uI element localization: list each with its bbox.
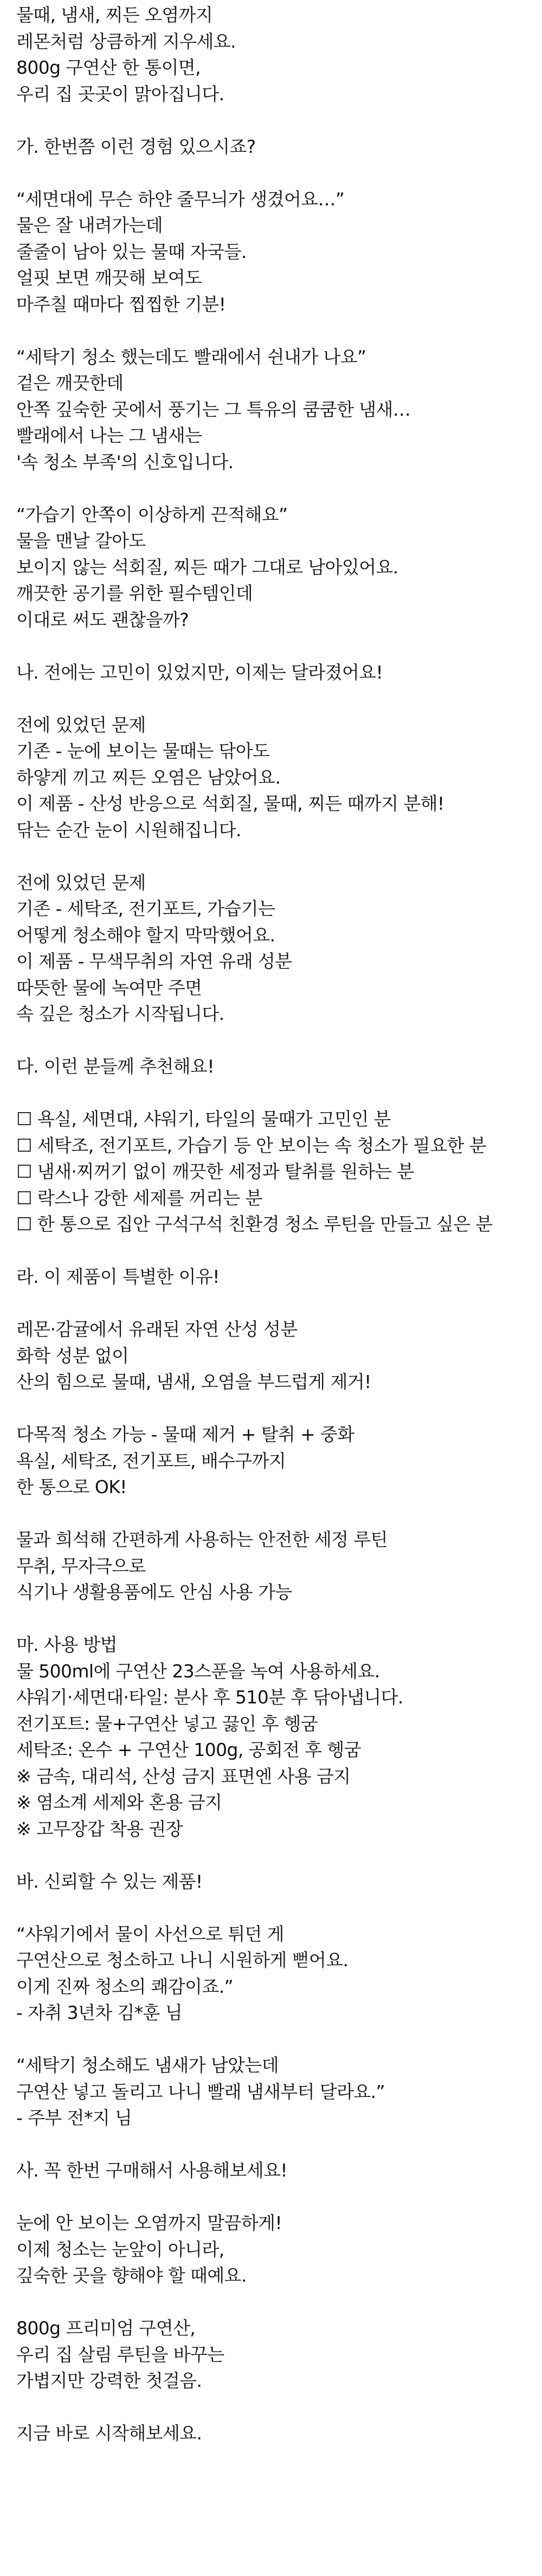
text-line: 샤워기·세면대·타일: 분사 후 510분 후 닦아냅니다. (16, 1687, 403, 1708)
text-line: 화학 성분 없이 (16, 1345, 129, 1366)
text-line: “가습기 안쪽이 이상하게 끈적해요” (16, 503, 288, 525)
blank-line (16, 2394, 526, 2421)
text-line: 깨끗한 공기를 위한 필수템인데 (16, 583, 253, 604)
blank-line (16, 686, 526, 712)
text-line: ☐ 한 통으로 집안 구석구석 친환경 청소 루틴을 만들고 싶은 분 (16, 1213, 493, 1235)
text-line: 구연산으로 청소하고 나니 시원하게 뻗어요. (16, 1949, 349, 1971)
text-line: 빨래에서 나는 그 냄새는 (16, 425, 202, 446)
text-line: 산의 힘으로 물때, 냄새, 오염을 부드럽게 제거! (16, 1371, 371, 1392)
text-line: 마주칠 때마다 찝찝한 기분! (16, 293, 226, 315)
text-line: 어떻게 청소해야 할지 막막했어요. (16, 924, 275, 946)
text-line: 기존 - 눈에 보이는 물때는 닦아도 (16, 740, 270, 761)
text-line: 가. 한번쯤 이런 경험 있으시죠? (16, 135, 256, 157)
text-line: 물과 희석해 간편하게 사용하는 안전한 세정 루틴 (16, 1529, 388, 1550)
text-line: 식기나 생활용품에도 안심 사용 가능 (16, 1581, 292, 1603)
blank-line (16, 160, 526, 186)
blank-line (16, 2026, 526, 2053)
text-line: 레몬·감귤에서 유래된 자연 산성 성분 (16, 1319, 298, 1340)
text-line: ※ 염소계 세제와 혼용 금지 (16, 1792, 222, 1813)
text-line: ☐ 세탁조, 전기포트, 가습기 등 안 보이는 속 청소가 필요한 분 (16, 1134, 487, 1156)
blank-line (16, 475, 526, 502)
blank-line (16, 633, 526, 660)
text-line: 속 깊은 청소가 시작됩니다. (16, 1003, 224, 1024)
text-line: 이 제품 - 무색무취의 자연 유래 성분 (16, 951, 292, 972)
text-line: “샤워기에서 물이 사선으로 튀던 게 (16, 1923, 284, 1945)
text-line: 우리 집 살림 루틴을 바꾸는 (16, 2343, 224, 2365)
text-line: 닦는 순간 눈이 시원해집니다. (16, 819, 241, 841)
text-line: 물은 잘 내려가는데 (16, 215, 163, 236)
text-line: 무취, 무자극으로 (16, 1555, 146, 1577)
text-line: 가볍지만 강력한 첫걸음. (16, 2370, 202, 2391)
text-line: 따뜻한 물에 녹여만 주면 (16, 977, 202, 998)
blank-line (16, 1238, 526, 1264)
text-line: 이 제품 - 산성 반응으로 석회질, 물때, 찌든 때까지 분해! (16, 793, 444, 814)
text-line: 물 500ml에 구연산 23스푼을 녹여 사용하세요. (16, 1660, 380, 1682)
text-line: 세탁조: 온수 + 구연산 100g, 공회전 후 헹굼 (16, 1739, 362, 1760)
blank-line (16, 1895, 526, 1921)
text-line: 깊숙한 곳을 향해야 할 때예요. (16, 2265, 247, 2286)
text-line: 지금 바로 시작해보세요. (16, 2423, 202, 2444)
text-line: 눈에 안 보이는 오염까지 말끔하게! (16, 2212, 282, 2233)
text-line: “세면대에 무슨 하얀 줄무늬가 생겼어요…” (16, 188, 345, 210)
text-line: 기존 - 세탁조, 전기포트, 가습기는 (16, 898, 275, 919)
text-line: - 주부 전*지 님 (16, 2107, 132, 2128)
text-line: 나. 전에는 고민이 있었지만, 이제는 달라졌어요! (16, 661, 383, 683)
text-line: 안쪽 깊숙한 곳에서 풍기는 그 특유의 쿰쿰한 냄새… (16, 398, 411, 420)
text-line: 얼핏 보면 깨끗해 보여도 (16, 267, 202, 288)
blank-line (16, 318, 526, 344)
text-line: ☐ 냄새·찌꺼기 없이 깨끗한 세정과 탈취를 원하는 분 (16, 1161, 414, 1182)
text-line: 이게 진짜 청소의 쾌감이죠.” (16, 1975, 234, 1997)
text-line: 다. 이런 분들께 추천해요! (16, 1056, 214, 1077)
blank-line (16, 2184, 526, 2211)
blank-line (16, 1028, 526, 1054)
blank-line (16, 843, 526, 870)
blank-line (16, 1606, 526, 1632)
text-line: ※ 고무장갑 착용 권장 (16, 1818, 183, 1839)
text-line: 전기포트: 물+구연산 넣고 끓인 후 헹굼 (16, 1713, 318, 1734)
text-line: 이제 청소는 눈앞이 아니라, (16, 2238, 224, 2260)
text-line: 800g 프리미엄 구연산, (16, 2317, 196, 2339)
text-line: 레몬처럼 상큼하게 지우세요. (16, 30, 236, 52)
text-line: 물때, 냄새, 찌든 오염까지 (16, 4, 213, 25)
blank-line (16, 1501, 526, 1527)
text-line: 마. 사용 방법 (16, 1634, 118, 1655)
text-line: '속 청소 부족'의 신호입니다. (16, 451, 234, 473)
text-line: 전에 있었던 문제 (16, 714, 146, 735)
text-line: 한 통으로 OK! (16, 1476, 127, 1497)
text-line: 겉은 깨끗한데 (16, 372, 124, 393)
blank-line (16, 2289, 526, 2316)
text-line: “세탁기 청소 했는데도 빨래에서 쉰내가 나요” (16, 346, 366, 367)
text-line: ※ 금속, 대리석, 산성 금지 표면엔 사용 금지 (16, 1765, 351, 1787)
blank-line (16, 1290, 526, 1317)
text-line: 우리 집 곳곳이 맑아집니다. (16, 83, 224, 105)
blank-line (16, 1080, 526, 1107)
text-line: ☐ 욕실, 세면대, 샤워기, 타일의 물때가 고민인 분 (16, 1108, 391, 1129)
text-line: 라. 이 제품이 특별한 이유! (16, 1266, 220, 1287)
text-line: 욕실, 세탁조, 전기포트, 배수구까지 (16, 1450, 286, 1471)
text-line: 이대로 써도 괜찮을까? (16, 609, 189, 630)
blank-line (16, 1842, 526, 1869)
text-line: 구연산 넣고 돌리고 나니 빨래 냄새부터 달라요.” (16, 2081, 385, 2102)
text-line: 보이지 않는 석회질, 찌든 때가 그대로 남아있어요. (16, 556, 398, 578)
text-line: 하얗게 끼고 찌든 오염은 남았어요. (16, 766, 281, 788)
text-line: “세탁기 청소해도 냄새가 남았는데 (16, 2055, 279, 2076)
text-line: 물을 맨날 갈아도 (16, 530, 146, 551)
text-line: 줄줄이 남아 있는 물때 자국들. (16, 241, 247, 262)
blank-line (16, 2132, 526, 2158)
text-line: 다목적 청소 가능 - 물때 제거 + 탈취 + 중화 (16, 1424, 354, 1445)
text-line: ☐ 락스나 강한 세제를 꺼리는 분 (16, 1187, 262, 1209)
blank-line (16, 107, 526, 134)
text-line: 사. 꼭 한번 구매해서 사용해보세요! (16, 2160, 287, 2181)
blank-line (16, 1396, 526, 1422)
text-line: 800g 구연산 한 통이면, (16, 57, 201, 78)
text-line: 전에 있었던 문제 (16, 871, 146, 893)
text-line: - 자취 3년차 김*훈 님 (16, 2002, 183, 2023)
text-line: 바. 신뢰할 수 있는 제품! (16, 1870, 203, 1892)
